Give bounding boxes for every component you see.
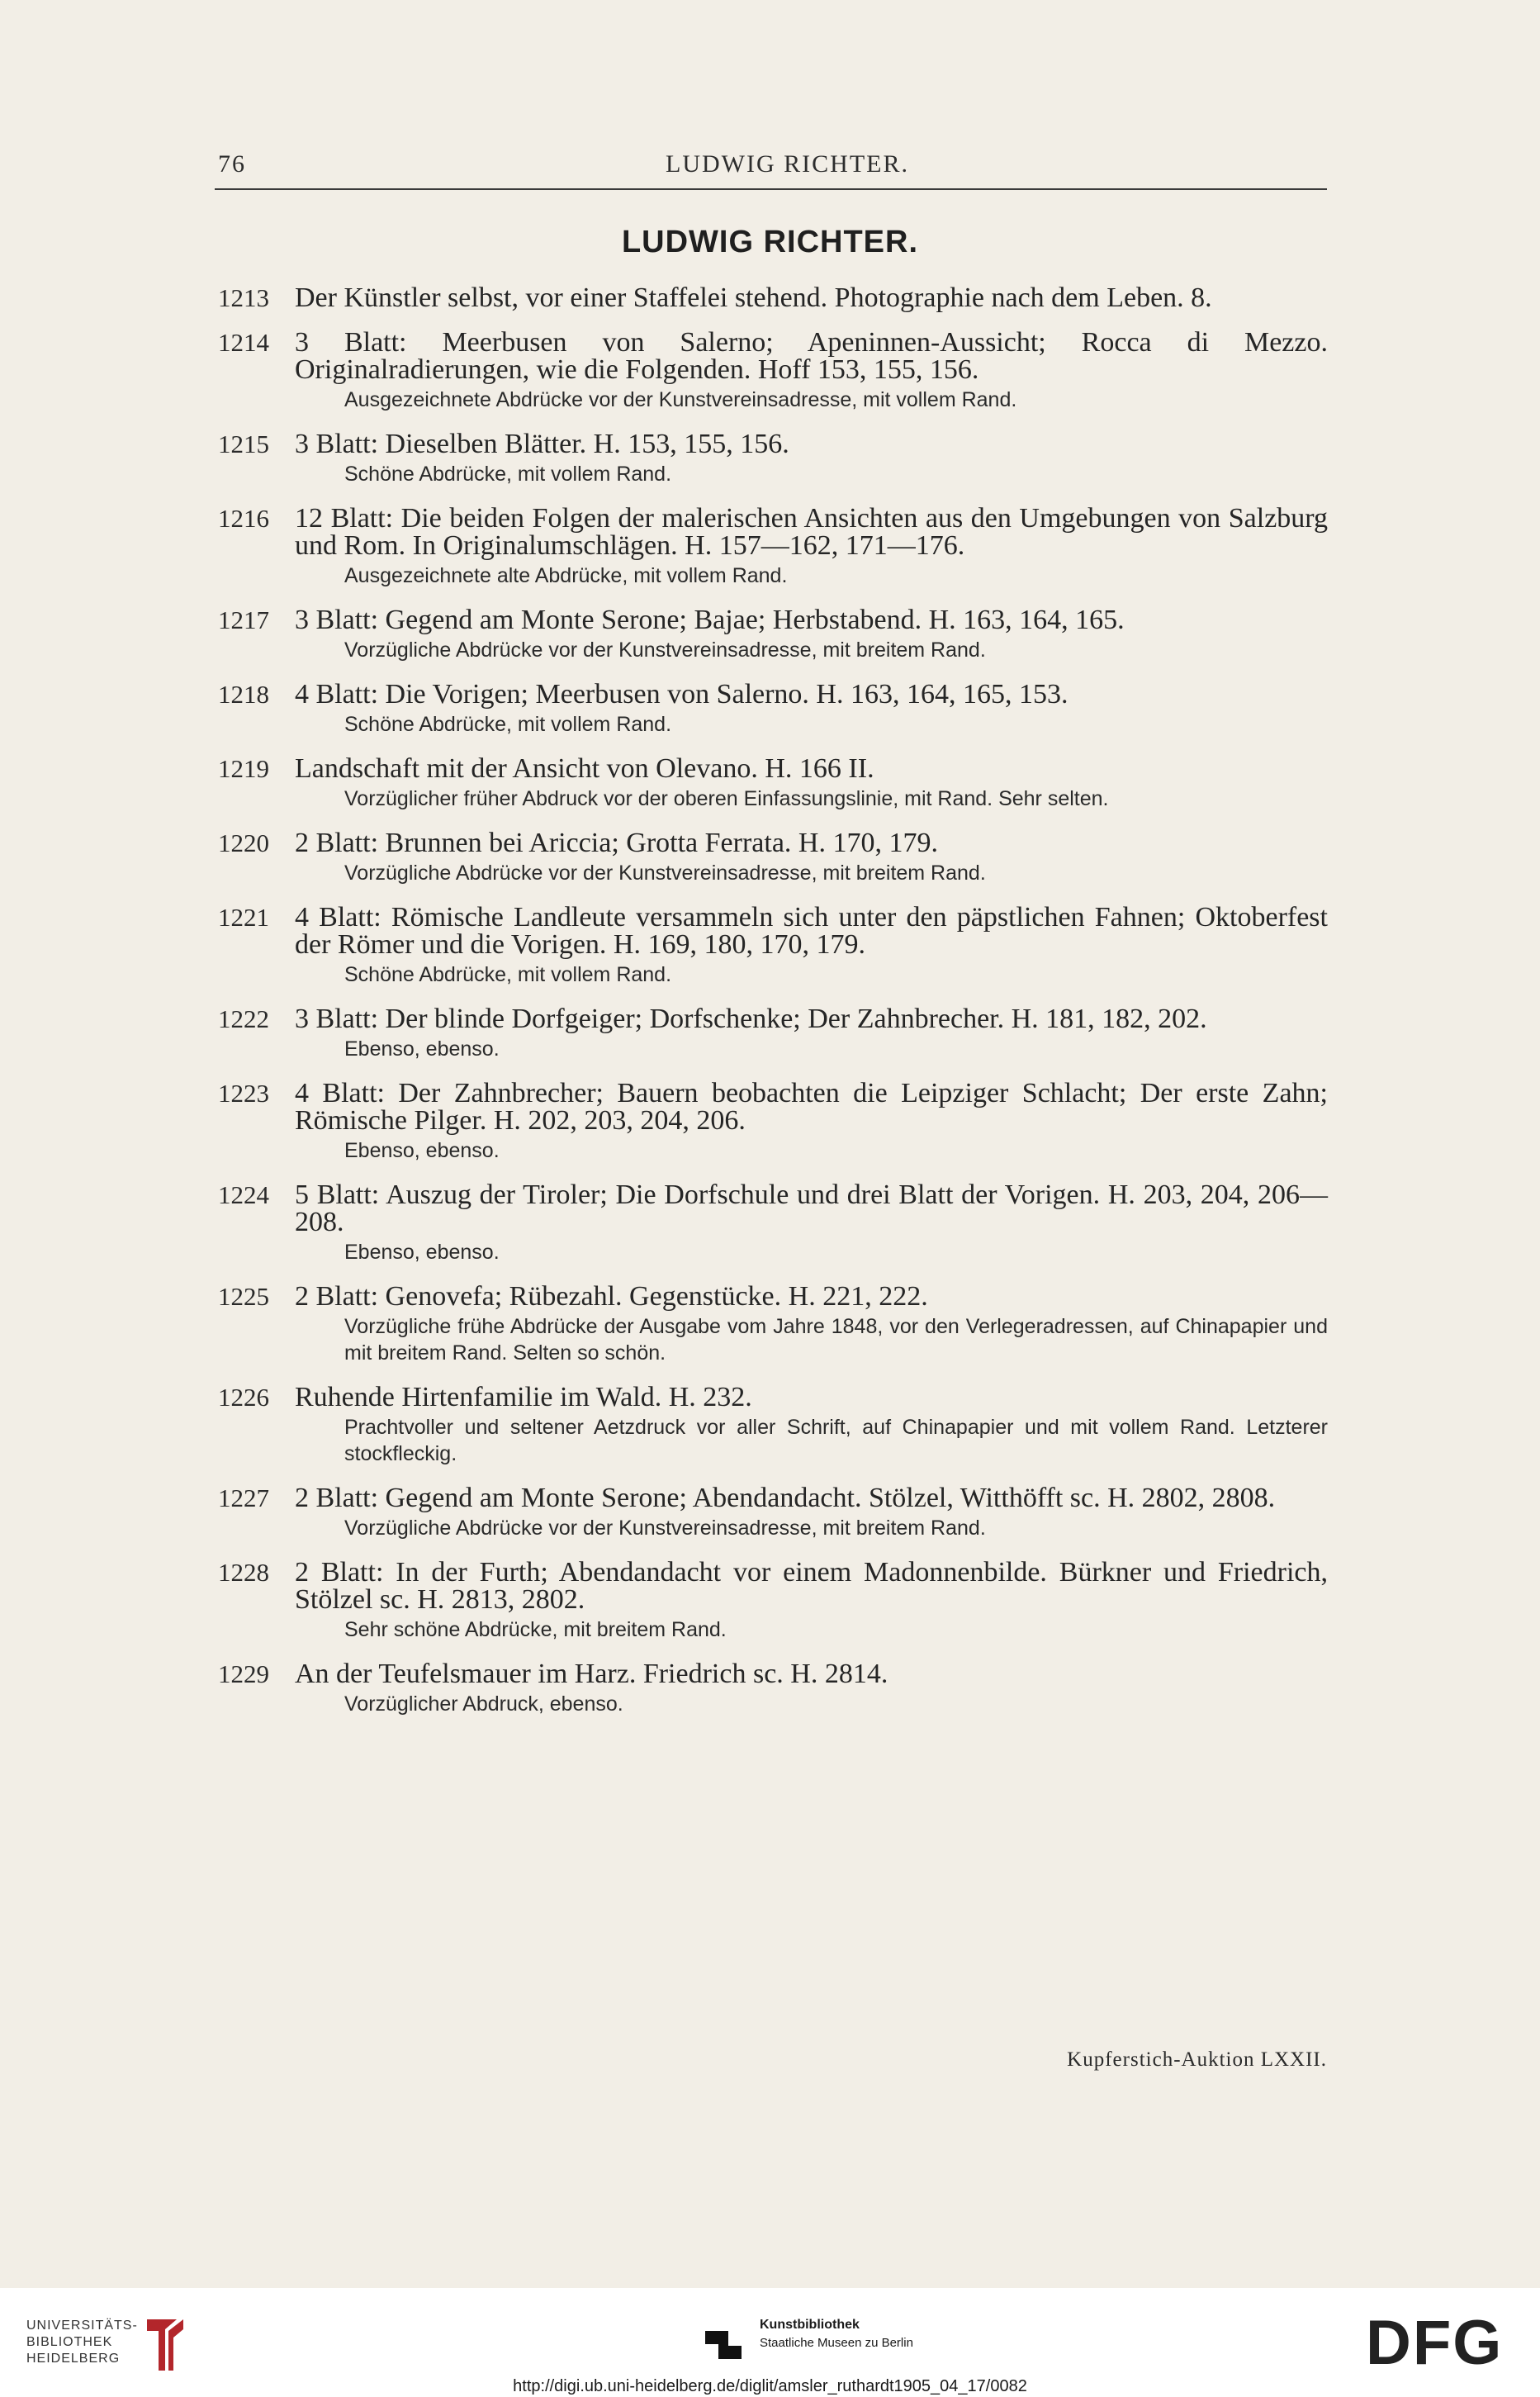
lot-condition-note: Vorzügliche frühe Abdrücke der Ausgabe vom Jahre 1848, vor den Verlegeradressen, auf Chinapapier und mit breitem Rand. Selten so schön.: [344, 1315, 1328, 1365]
lot-entry: [215, 284, 1328, 311]
lot-description: 3 Blatt: Meerbusen von Salerno; Apeninnen-Aussicht; Rocca di Mezzo. Originalradierungen, wie die Folgenden. Hoff 153, 155, 156.: [295, 327, 1328, 385]
lot-description: 12 Blatt: Die beiden Folgen der malerischen Ansichten aus den Umgebungen von Salzburg und Rom. In Originalumschlägen. H. 157—162, 171—176.: [295, 503, 1328, 561]
lot-description: 2 Blatt: Genovefa; Rübezahl. Gegenstücke. H. 221, 222.: [295, 1281, 928, 1312]
lot-condition-note: Schöne Abdrücke, mit vollem Rand.: [344, 963, 672, 986]
lot-entry: [215, 329, 1328, 413]
library-line: UNIVERSITÄTS-: [26, 2319, 138, 2333]
dfg-logo: DFG: [1366, 2308, 1504, 2378]
lot-condition-note: Ebenso, ebenso.: [344, 1241, 500, 1264]
lot-description: Ruhende Hirtenfamilie im Wald. H. 232.: [295, 1382, 752, 1412]
lot-description: 4 Blatt: Römische Landleute versammeln sich unter den päpstlichen Fahnen; Oktoberfest der Römer und die Vorigen. H. 169, 180, 170, 179.: [295, 902, 1328, 960]
kb-subtitle: Staatliche Museen zu Berlin: [760, 2336, 913, 2350]
lot-condition-note: Ausgezeichnete Abdrücke vor der Kunstvereinsadresse, mit vollem Rand.: [344, 388, 1017, 411]
lot-number: 1216: [218, 504, 269, 533]
lot-condition-note: Vorzüglicher früher Abdruck vor der oberen Einfassungslinie, mit Rand. Sehr selten.: [344, 787, 1109, 810]
lot-description: 4 Blatt: Die Vorigen; Meerbusen von Salerno. H. 163, 164, 165, 153.: [295, 679, 1069, 710]
lot-condition-note: Ebenso, ebenso.: [344, 1139, 500, 1162]
lot-entry: [215, 505, 1328, 589]
kunstbibliothek-logo-icon: [700, 2316, 746, 2362]
lot-entry: [215, 430, 1328, 487]
section-title: LUDWIG RICHTER.: [621, 225, 919, 259]
lot-condition-note: Ebenso, ebenso.: [344, 1037, 500, 1061]
lot-number: 1215: [218, 430, 269, 458]
lot-description: 2 Blatt: In der Furth; Abendandacht vor einem Madonnenbilde. Bürkner und Friedrich, Stölzel sc. H. 2813, 2802.: [295, 1557, 1328, 1615]
university-library-logo-icon: [140, 2311, 190, 2377]
library-name: [26, 2318, 138, 2367]
lot-entry: [215, 1005, 1328, 1062]
kunstbibliothek-label: [760, 2318, 913, 2350]
lot-entry: [215, 1384, 1328, 1467]
running-head: [215, 147, 1327, 190]
lot-condition-note: Vorzügliche Abdrücke vor der Kunstvereinsadresse, mit breitem Rand.: [344, 861, 986, 885]
page-number: 76: [218, 150, 246, 178]
lot-entry: [215, 1080, 1328, 1164]
kb-name: Kunstbibliothek: [760, 2318, 860, 2332]
lot-condition-note: Vorzüglicher Abdruck, ebenso.: [344, 1692, 623, 1716]
lot-number: 1214: [218, 328, 269, 357]
lot-number: 1226: [218, 1383, 269, 1412]
lot-number: 1227: [218, 1483, 269, 1512]
catalogue-footer: Kupferstich-Auktion LXXII.: [1067, 2048, 1327, 2071]
lot-number: 1225: [218, 1282, 269, 1311]
lot-description: 5 Blatt: Auszug der Tiroler; Die Dorfschule und drei Blatt der Vorigen. H. 203, 204, 206—208.: [295, 1180, 1328, 1237]
lot-number: 1223: [218, 1079, 269, 1108]
lot-description: 2 Blatt: Gegend am Monte Serone; Abendandacht. Stölzel, Witthöfft sc. H. 2802, 2808.: [295, 1483, 1276, 1513]
lot-number: 1217: [218, 605, 269, 634]
lot-entry: [215, 606, 1328, 663]
lot-description: 2 Blatt: Brunnen bei Ariccia; Grotta Ferrata. H. 170, 179.: [295, 828, 938, 858]
lot-condition-note: Schöne Abdrücke, mit vollem Rand.: [344, 463, 672, 486]
lot-number: 1224: [218, 1180, 269, 1209]
lot-description: An der Teufelsmauer im Harz. Friedrich sc. H. 2814.: [295, 1659, 888, 1689]
lot-description: 4 Blatt: Der Zahnbrecher; Bauern beobachten die Leipziger Schlacht; Der erste Zahn; Römische Pilger. H. 202, 203, 204, 206.: [295, 1078, 1328, 1136]
lot-condition-note: Schöne Abdrücke, mit vollem Rand.: [344, 713, 672, 736]
running-title: LUDWIG RICHTER.: [666, 150, 909, 178]
permalink[interactable]: http://digi.ub.uni-heidelberg.de/diglit/amsler_ruthardt1905_04_17/0082: [513, 2377, 1027, 2395]
lot-entry: [215, 1484, 1328, 1541]
lot-list: [215, 284, 1328, 1735]
lot-description: 3 Blatt: Gegend am Monte Serone; Bajae; Herbstabend. H. 163, 164, 165.: [295, 605, 1125, 635]
lot-number: 1219: [218, 754, 269, 783]
lot-condition-note: Vorzügliche Abdrücke vor der Kunstvereinsadresse, mit breitem Rand.: [344, 638, 986, 662]
lot-description: Der Künstler selbst, vor einer Staffelei stehend. Photographie nach dem Leben. 8.: [295, 282, 1212, 313]
lot-condition-note: Prachtvoller und seltener Aetzdruck vor aller Schrift, auf Chinapapier und mit vollem Rand. Letzterer stockfleckig.: [344, 1416, 1328, 1465]
lot-description: 3 Blatt: Der blinde Dorfgeiger; Dorfschenke; Der Zahnbrecher. H. 181, 182, 202.: [295, 1004, 1207, 1034]
lot-condition-note: Sehr schöne Abdrücke, mit breitem Rand.: [344, 1618, 727, 1641]
lot-condition-note: Ausgezeichnete alte Abdrücke, mit vollem Rand.: [344, 564, 788, 587]
library-line: HEIDELBERG: [26, 2352, 121, 2366]
lot-entry: [215, 1660, 1328, 1717]
lot-description: 3 Blatt: Dieselben Blätter. H. 153, 155, 156.: [295, 429, 789, 459]
lot-entry: [215, 829, 1328, 886]
lot-entry: [215, 755, 1328, 812]
lot-number: 1213: [218, 283, 269, 312]
lot-number: 1222: [218, 1004, 269, 1033]
lot-entry: [215, 1181, 1328, 1265]
lot-entry: [215, 681, 1328, 738]
lot-entry: [215, 1283, 1328, 1366]
library-line: BIBLIOTHEK: [26, 2335, 113, 2349]
lot-number: 1218: [218, 680, 269, 709]
lot-number: 1220: [218, 828, 269, 857]
lot-entry: [215, 904, 1328, 988]
lot-number: 1228: [218, 1558, 269, 1587]
lot-number: 1221: [218, 903, 269, 932]
lot-description: Landschaft mit der Ansicht von Olevano. H. 166 II.: [295, 753, 874, 784]
lot-number: 1229: [218, 1659, 269, 1688]
lot-condition-note: Vorzügliche Abdrücke vor der Kunstvereinsadresse, mit breitem Rand.: [344, 1517, 986, 1540]
lot-entry: [215, 1559, 1328, 1643]
